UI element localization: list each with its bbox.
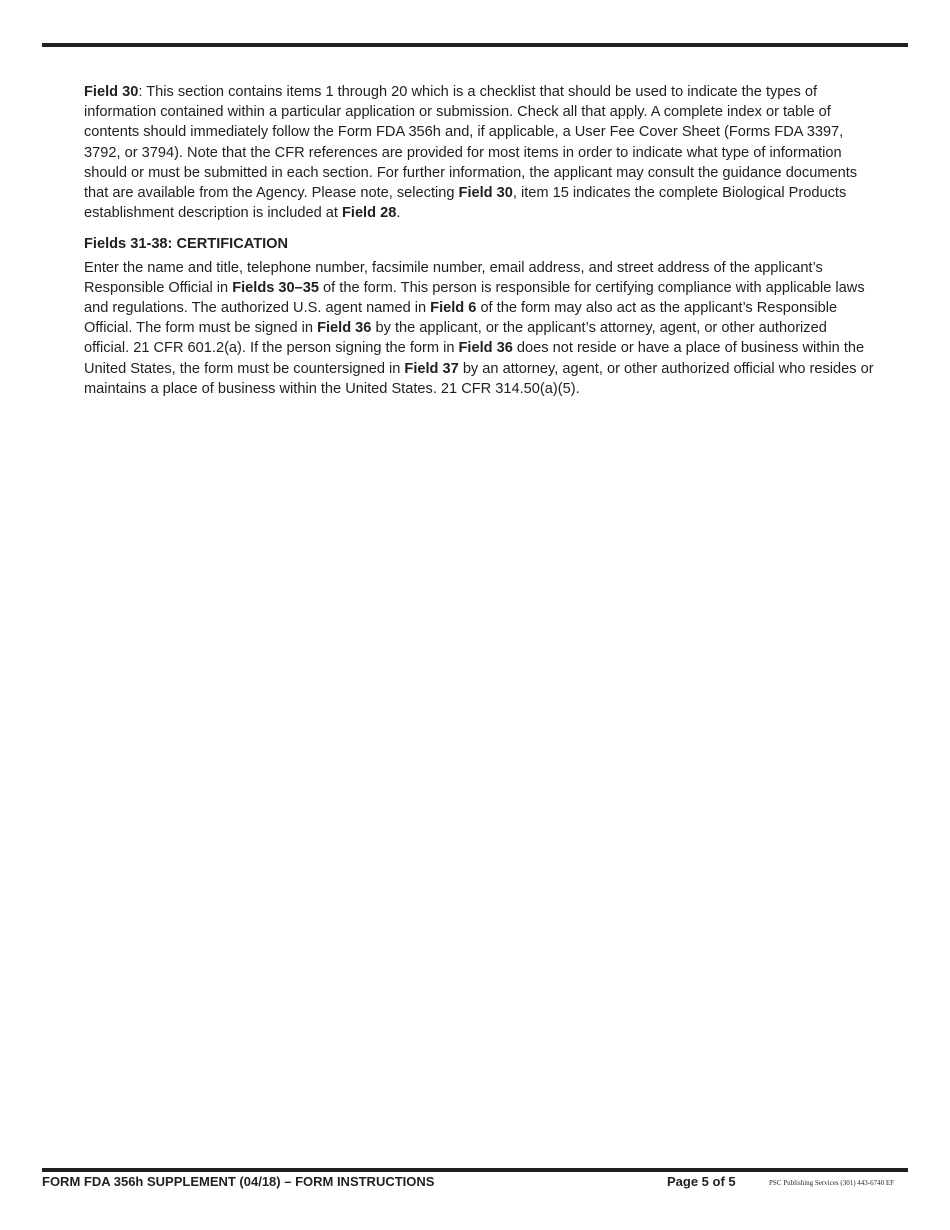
footer-publisher: PSC Publishing Services (301) 443-6740 EF (769, 1179, 895, 1187)
certification-text: by an attorney, agent, or other authorized official who resides or maintains a place of business within the United States. 21 CFR 314.50(a)(5). (84, 360, 874, 397)
field-36-ref: Field 36 (317, 320, 372, 337)
header-rule (42, 43, 908, 47)
field-30-label: Field 30 (84, 84, 139, 100)
certification-text: by the applicant, or the applicant’s attorney, agent, or other authorized official. 21 CFR 601.2(a). If the person signing the form in (84, 320, 827, 357)
field-37-ref: Field 37 (404, 360, 459, 377)
field-30-text: : This section contains items 1 through 20 which is a checklist that should be used to indicate the types of information contained within a particular application or submission. Check all that apply. A complete index or table of contents should immediately follow the Form FDA 356h and, if applicable, a User Fee Cover Sheet (Forms FDA 3397, 3792, or 3794). Note that the CFR references are provided for most items in order to indicate what type of information should or must be submitted in each section. For further information, the applicant may consult the guidance documents that are available from the Agency. Please note, selecting (84, 84, 858, 202)
fields-30-35-ref: Fields 30–35 (232, 279, 319, 296)
certification-heading: Fields 31-38: CERTIFICATION (84, 236, 289, 253)
certification-text: of the form. This person is responsible for certifying compliance with applicable laws and regulations. The authorized U.S. agent named in (84, 279, 865, 317)
field-36-ref: Field 36 (458, 340, 513, 357)
field-28-ref: Field 28 (341, 205, 397, 222)
certification-text: does not reside or have a place of business within the United States, the form must be countersigned in (84, 340, 865, 377)
footer-form-title: FORM FDA 356h SUPPLEMENT (04/18) – FORM INSTRUCTIONS (42, 1174, 435, 1189)
certification-paragraph (84, 258, 874, 399)
field-30-paragraph (84, 82, 874, 223)
field-30-text: , item 15 indicates the complete Biological Products establishment description is included at (84, 185, 847, 222)
footer-page-number: Page 5 of 5 (667, 1174, 736, 1189)
footer-rule (42, 1168, 908, 1172)
certification-text: Enter the name and title, telephone number, facsimile number, email address, and street address of the applicant’s Responsible Official in (84, 259, 823, 296)
field-6-ref: Field 6 (430, 300, 477, 317)
certification-text: of the form may also act as the applicant’s Responsible Official. The form must be signed in (84, 300, 838, 337)
page-body (84, 82, 874, 399)
field-30-ref: Field 30 (458, 185, 513, 202)
field-30-text: . (396, 205, 401, 222)
